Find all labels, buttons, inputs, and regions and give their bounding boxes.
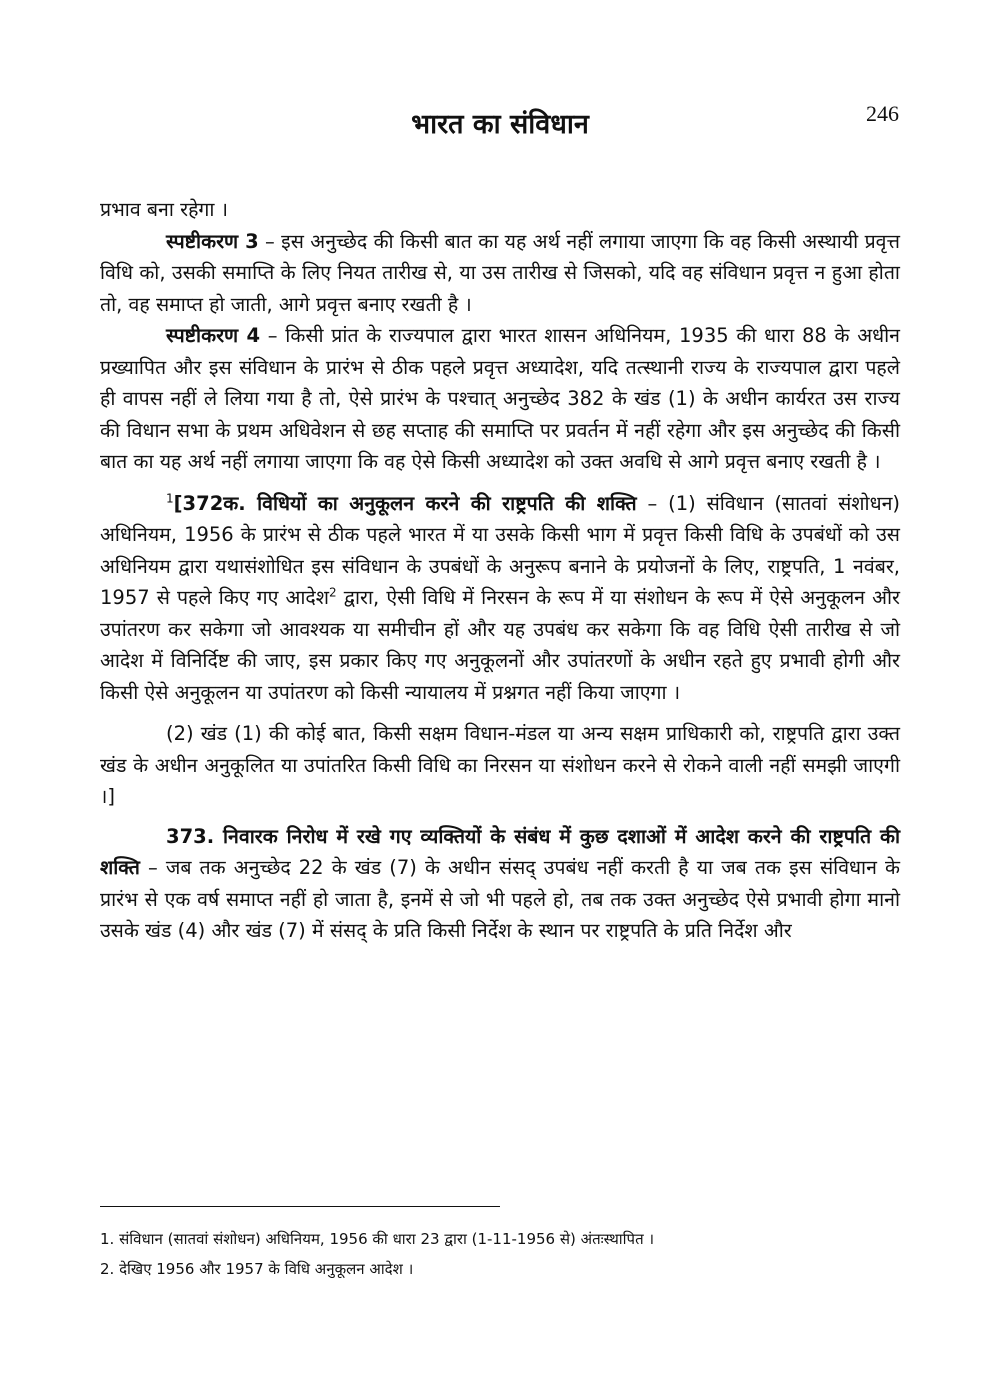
- footnote-2: 2. देखिए 1956 और 1957 के विधि अनुकूलन आदेश ।: [100, 1260, 414, 1278]
- explanation-4-text: – किसी प्रांत के राज्यपाल द्वारा भारत शासन अधिनियम, 1935 की धारा 88 के अधीन प्रख्यापित और इस संविधान के प्रारंभ से ठीक पहले प्रवृत्त अध्यादेश, यदि तत्स्थानी राज्य के राज्यपाल द्वारा पहले ही वापस नहीं ले लिया गया है तो, ऐसे प्रारंभ के पश्चात् अनुच्छेद 382 के खंड (1) के अधीन कार्यरत उस राज्य की विधान सभा के प्रथम अधिवेशन से छह सप्ताह की समाप्ति पर प्रवर्तन में नहीं रहेगा और इस अनुच्छेद की किसी बात का यह अर्थ नहीं लगाया जाएगा कि वह ऐसे किसी अध्यादेश को उक्त अवधि से आगे प्रवृत्त बनाए रखती है ।: [100, 324, 900, 473]
- paragraph-explanation-4: [100, 320, 900, 478]
- main-text: [100, 194, 900, 947]
- footnotes: [100, 1224, 900, 1284]
- article-372a-text-a: – (1) संविधान (सातवां संशोधन) अधिनियम, 1956 के प्रारंभ से ठीक पहले भारत में या उसके किसी भाग में प्रवृत्त किसी विधि के उपबंधों को उस अधिनियम द्वारा यथासंशोधित इस संविधान के उपबंधों के अनुरूप बनाने के प्रयोजनों के लिए, राष्ट्रपति, 1 नवंबर, 1957 से पहले किए गए आदेश: [100, 491, 900, 609]
- page-title: भारत का संविधान: [411, 109, 589, 140]
- explanation-4-heading: स्पष्टीकरण 4: [166, 324, 261, 347]
- paragraph-article-372a: [100, 488, 900, 709]
- article-372a-heading: [372क. विधियों का अनुकूलन करने की राष्ट्रपति की शक्ति: [173, 491, 637, 515]
- page-number: 246: [866, 101, 899, 126]
- footnote-1: 1. संविधान (सातवां संशोधन) अधिनियम, 1956 की धारा 23 द्वारा (1-11-1956 से) अंतःस्थापित ।: [100, 1230, 655, 1248]
- article-373-text: – जब तक अनुच्छेद 22 के खंड (7) के अधीन संसद् उपबंध नहीं करती है या जब तक इस संविधान के प्रारंभ से एक वर्ष समाप्त नहीं हो जाता है, इनमें से जो भी पहले हो, तब तक उक्त अनुच्छेद ऐसे प्रभावी होगा मानो उसके खंड (4) और खंड (7) में संसद् के प्रति किसी निर्देश के स्थान पर राष्ट्रपति के प्रति निर्देश और: [100, 856, 900, 942]
- article-372a-text-b: द्वारा, ऐसी विधि में निरसन के रूप में या संशोधन के रूप में ऐसे अनुकूलन और उपांतरण कर सकेगा जो आवश्यक या समीचीन हों और यह उपबंध कर सकेगा कि वह विधि ऐसी तारीख से जो आदेश में विनिर्दिष्ट की जाए, इस प्रकार किए गए अनुकूलनों और उपांतरणों के अधीन रहते हुए प्रभावी होगी और किसी ऐसे अनुकूलन या उपांतरण को किसी न्यायालय में प्रश्नगत नहीं किया जाएगा ।: [100, 586, 901, 704]
- paragraph-continuation: प्रभाव बना रहेगा ।: [100, 198, 229, 221]
- footnote-ref-1: 1: [166, 491, 174, 505]
- article-373-heading: 373. निवारक निरोध में रखे गए व्यक्तियों के संबंध में कुछ दशाओं में आदेश करने की राष्ट्रपति की शक्ति: [100, 824, 900, 879]
- paragraph-explanation-3: [100, 226, 900, 321]
- footnote-ref-2: 2: [329, 585, 337, 600]
- explanation-3-text: – इस अनुच्छेद की किसी बात का यह अर्थ नहीं लगाया जाएगा कि वह किसी अस्थायी प्रवृत्त विधि को, उसकी समाप्ति के लिए नियत तारीख से, या उस तारीख से जिसको, यदि वह संविधान प्रवृत्त न हुआ होता तो, वह समाप्त हो जाती, आगे प्रवृत्त बनाए रखती है ।: [100, 229, 901, 316]
- paragraph-article-373: [100, 821, 900, 947]
- paragraph-article-372a-clause-2: (2) खंड (1) की कोई बात, किसी सक्षम विधान-मंडल या अन्य सक्षम प्राधिकारी को, राष्ट्रपति द्वारा उक्त खंड के अधीन अनुकूलित या उपांतरित किसी विधि का निरसन या संशोधन करने से रोकने वाली नहीं समझी जाएगी ।]: [100, 722, 900, 808]
- explanation-3-heading: स्पष्टीकरण 3: [166, 229, 259, 253]
- footnote-divider: [100, 1206, 500, 1207]
